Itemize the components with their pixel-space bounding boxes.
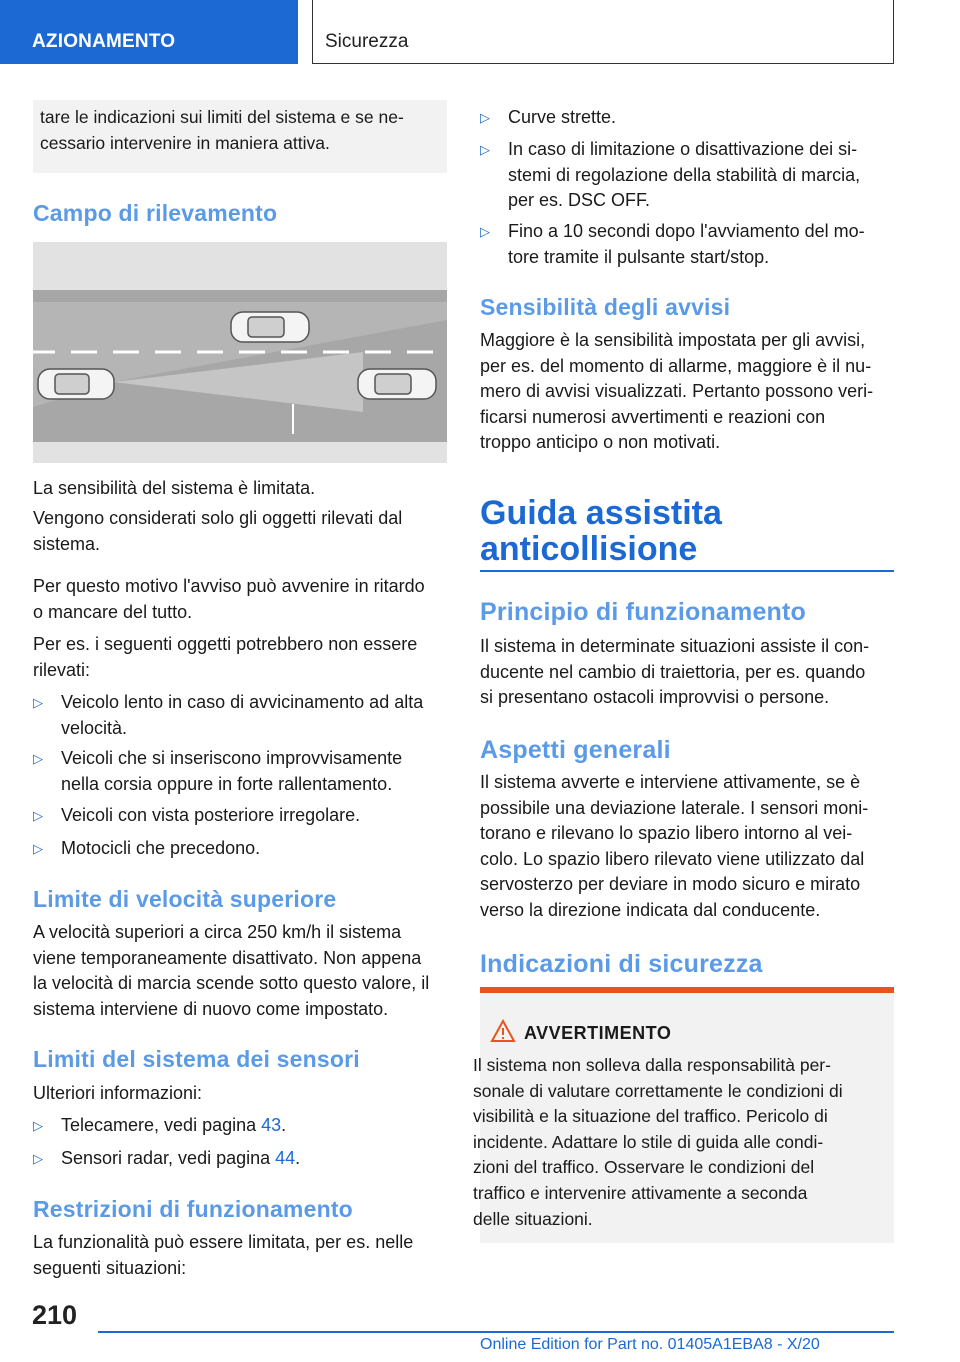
- road-illustration: [33, 242, 447, 463]
- warning-triangle-icon: [490, 1019, 516, 1043]
- paragraph-aspetti-generali: Il sistema avverte e interviene attivamente, se è possibile una deviazione laterale. I sensori moni- torano e rilevano lo spazio libero intorno al vei- colo. Lo spazio libero rilevato viene utilizzato dal servosterzo per deviare in modo sicuro e mirato verso la direzione indicata dal conducente.: [480, 772, 869, 920]
- paragraph-sensibilita: La sensibilità del sistema è limitata.: [33, 478, 316, 498]
- car-right: [358, 369, 436, 399]
- heading-campo-rilevamento: Campo di rilevamento: [33, 200, 278, 226]
- list-item: ▷ Telecamere, vedi pagina 43.: [33, 1113, 475, 1139]
- list-item: ▷ Veicoli con vista posteriore irregolare.: [33, 803, 475, 829]
- heading-limiti-sensori: Limiti del sistema dei sensori: [33, 1046, 360, 1072]
- heading-sensibilita-avvisi: Sensibilità degli avvisi: [480, 294, 731, 320]
- list-item: ▷ Sensori radar, vedi pagina 44.: [33, 1146, 475, 1172]
- paragraph-per-es: Per es. i seguenti oggetti potrebbero non essere rilevati:: [33, 634, 418, 680]
- triangle-right-icon: ▷: [480, 224, 490, 239]
- heading-guida-assistita: Guida assistita anticollisione: [480, 494, 722, 568]
- triangle-right-icon: ▷: [33, 841, 43, 856]
- footer-divider: [98, 1331, 894, 1333]
- footer-edition: Online Edition for Part no. 01405A1EBA8 - X/20: [480, 1336, 820, 1353]
- car-top: [231, 312, 309, 342]
- page-number: 210: [32, 1300, 78, 1330]
- heading-indicazioni-sicurezza: Indicazioni di sicurezza: [480, 950, 763, 978]
- section-tab: [0, 0, 298, 64]
- paragraph-ritardo: Per questo motivo l'avviso può avvenire in ritardo o mancare del tutto.: [33, 576, 425, 622]
- page-link-43[interactable]: 43: [261, 1115, 282, 1135]
- warning-text: Il sistema non solleva dalla responsabilità per- sonale di valutare correttamente le condizioni di visibilità e la situazione del traffico. Pericolo di incidente. Adattare lo stile di guida alle condi- zioni del traffico. Osservare le condizioni del traffico e intervenire attivamente a seconda delle situazioni.: [473, 1055, 843, 1229]
- warning-title: AVVERTIMENTO: [524, 1023, 672, 1043]
- list-item: ▷ Curve strette.: [480, 105, 922, 131]
- list-item: ▷ Veicolo lento in caso di avvicinamento ad alta velocità.: [33, 692, 424, 738]
- intro-text: tare le indicazioni sui limiti del sistema e se ne- cessario intervenire in maniera attiva.: [40, 107, 404, 153]
- heading-limite-velocita: Limite di velocità superiore: [33, 886, 337, 912]
- car-left: [38, 369, 114, 399]
- list-item: ▷ Motocicli che precedono.: [33, 836, 475, 862]
- triangle-right-icon: ▷: [33, 1151, 43, 1166]
- chapter-tab: [312, 0, 894, 64]
- chapter-title: Sicurezza: [325, 31, 409, 52]
- triangle-right-icon: ▷: [480, 110, 490, 125]
- paragraph-ulteriori: Ulteriori informazioni:: [33, 1083, 203, 1103]
- paragraph-limite-velocita: A velocità superiori a circa 250 km/h il sistema viene temporaneamente disattivato. Non appena la velocità di marcia scende sotto questo valore, il sistema interviene di nuovo come impostato.: [33, 922, 430, 1019]
- warning-box: [473, 987, 894, 1243]
- paragraph-considerati: Vengono considerati solo gli oggetti rilevati dal sistema.: [33, 508, 403, 554]
- page-link-44[interactable]: 44: [275, 1148, 296, 1168]
- triangle-right-icon: ▷: [33, 808, 43, 823]
- paragraph-restrizioni: La funzionalità può essere limitata, per es. nelle seguenti situazioni:: [33, 1232, 414, 1278]
- triangle-right-icon: ▷: [480, 142, 490, 157]
- triangle-right-icon: ▷: [33, 751, 43, 766]
- list-item: ▷ Veicoli che si inseriscono improvvisamente nella corsia oppure in forte rallentamento.: [33, 748, 403, 794]
- section-title: AZIONAMENTO: [32, 31, 176, 52]
- heading-aspetti-generali: Aspetti generali: [480, 736, 671, 764]
- heading-restrizioni: Restrizioni di funzionamento: [33, 1196, 353, 1222]
- paragraph-sensibilita-avvisi: Maggiore è la sensibilità impostata per gli avvisi, per es. del momento di allarme, maggiore è il nu- mero di avvisi visualizzati. Pertanto possono veri- ficarsi numerosi avvertimenti e reazioni con troppo anticipo o non motivati.: [480, 330, 874, 453]
- triangle-right-icon: ▷: [33, 1118, 43, 1133]
- detection-area-figure: [33, 242, 447, 463]
- list-item: ▷ Fino a 10 secondi dopo l'avviamento del mo- tore tramite il pulsante start/stop.: [480, 221, 865, 267]
- list-item: ▷ In caso di limitazione o disattivazione dei si- stemi di regolazione della stabilità di marcia, per es. DSC OFF.: [480, 139, 861, 211]
- triangle-right-icon: ▷: [33, 695, 43, 710]
- heading-principio: Principio di funzionamento: [480, 598, 807, 626]
- section-divider: [480, 570, 894, 572]
- paragraph-principio: Il sistema in determinate situazioni assiste il con- ducente nel cambio di traiettoria, per es. quando si presentano ostacoli improvvisi o persone.: [480, 636, 870, 708]
